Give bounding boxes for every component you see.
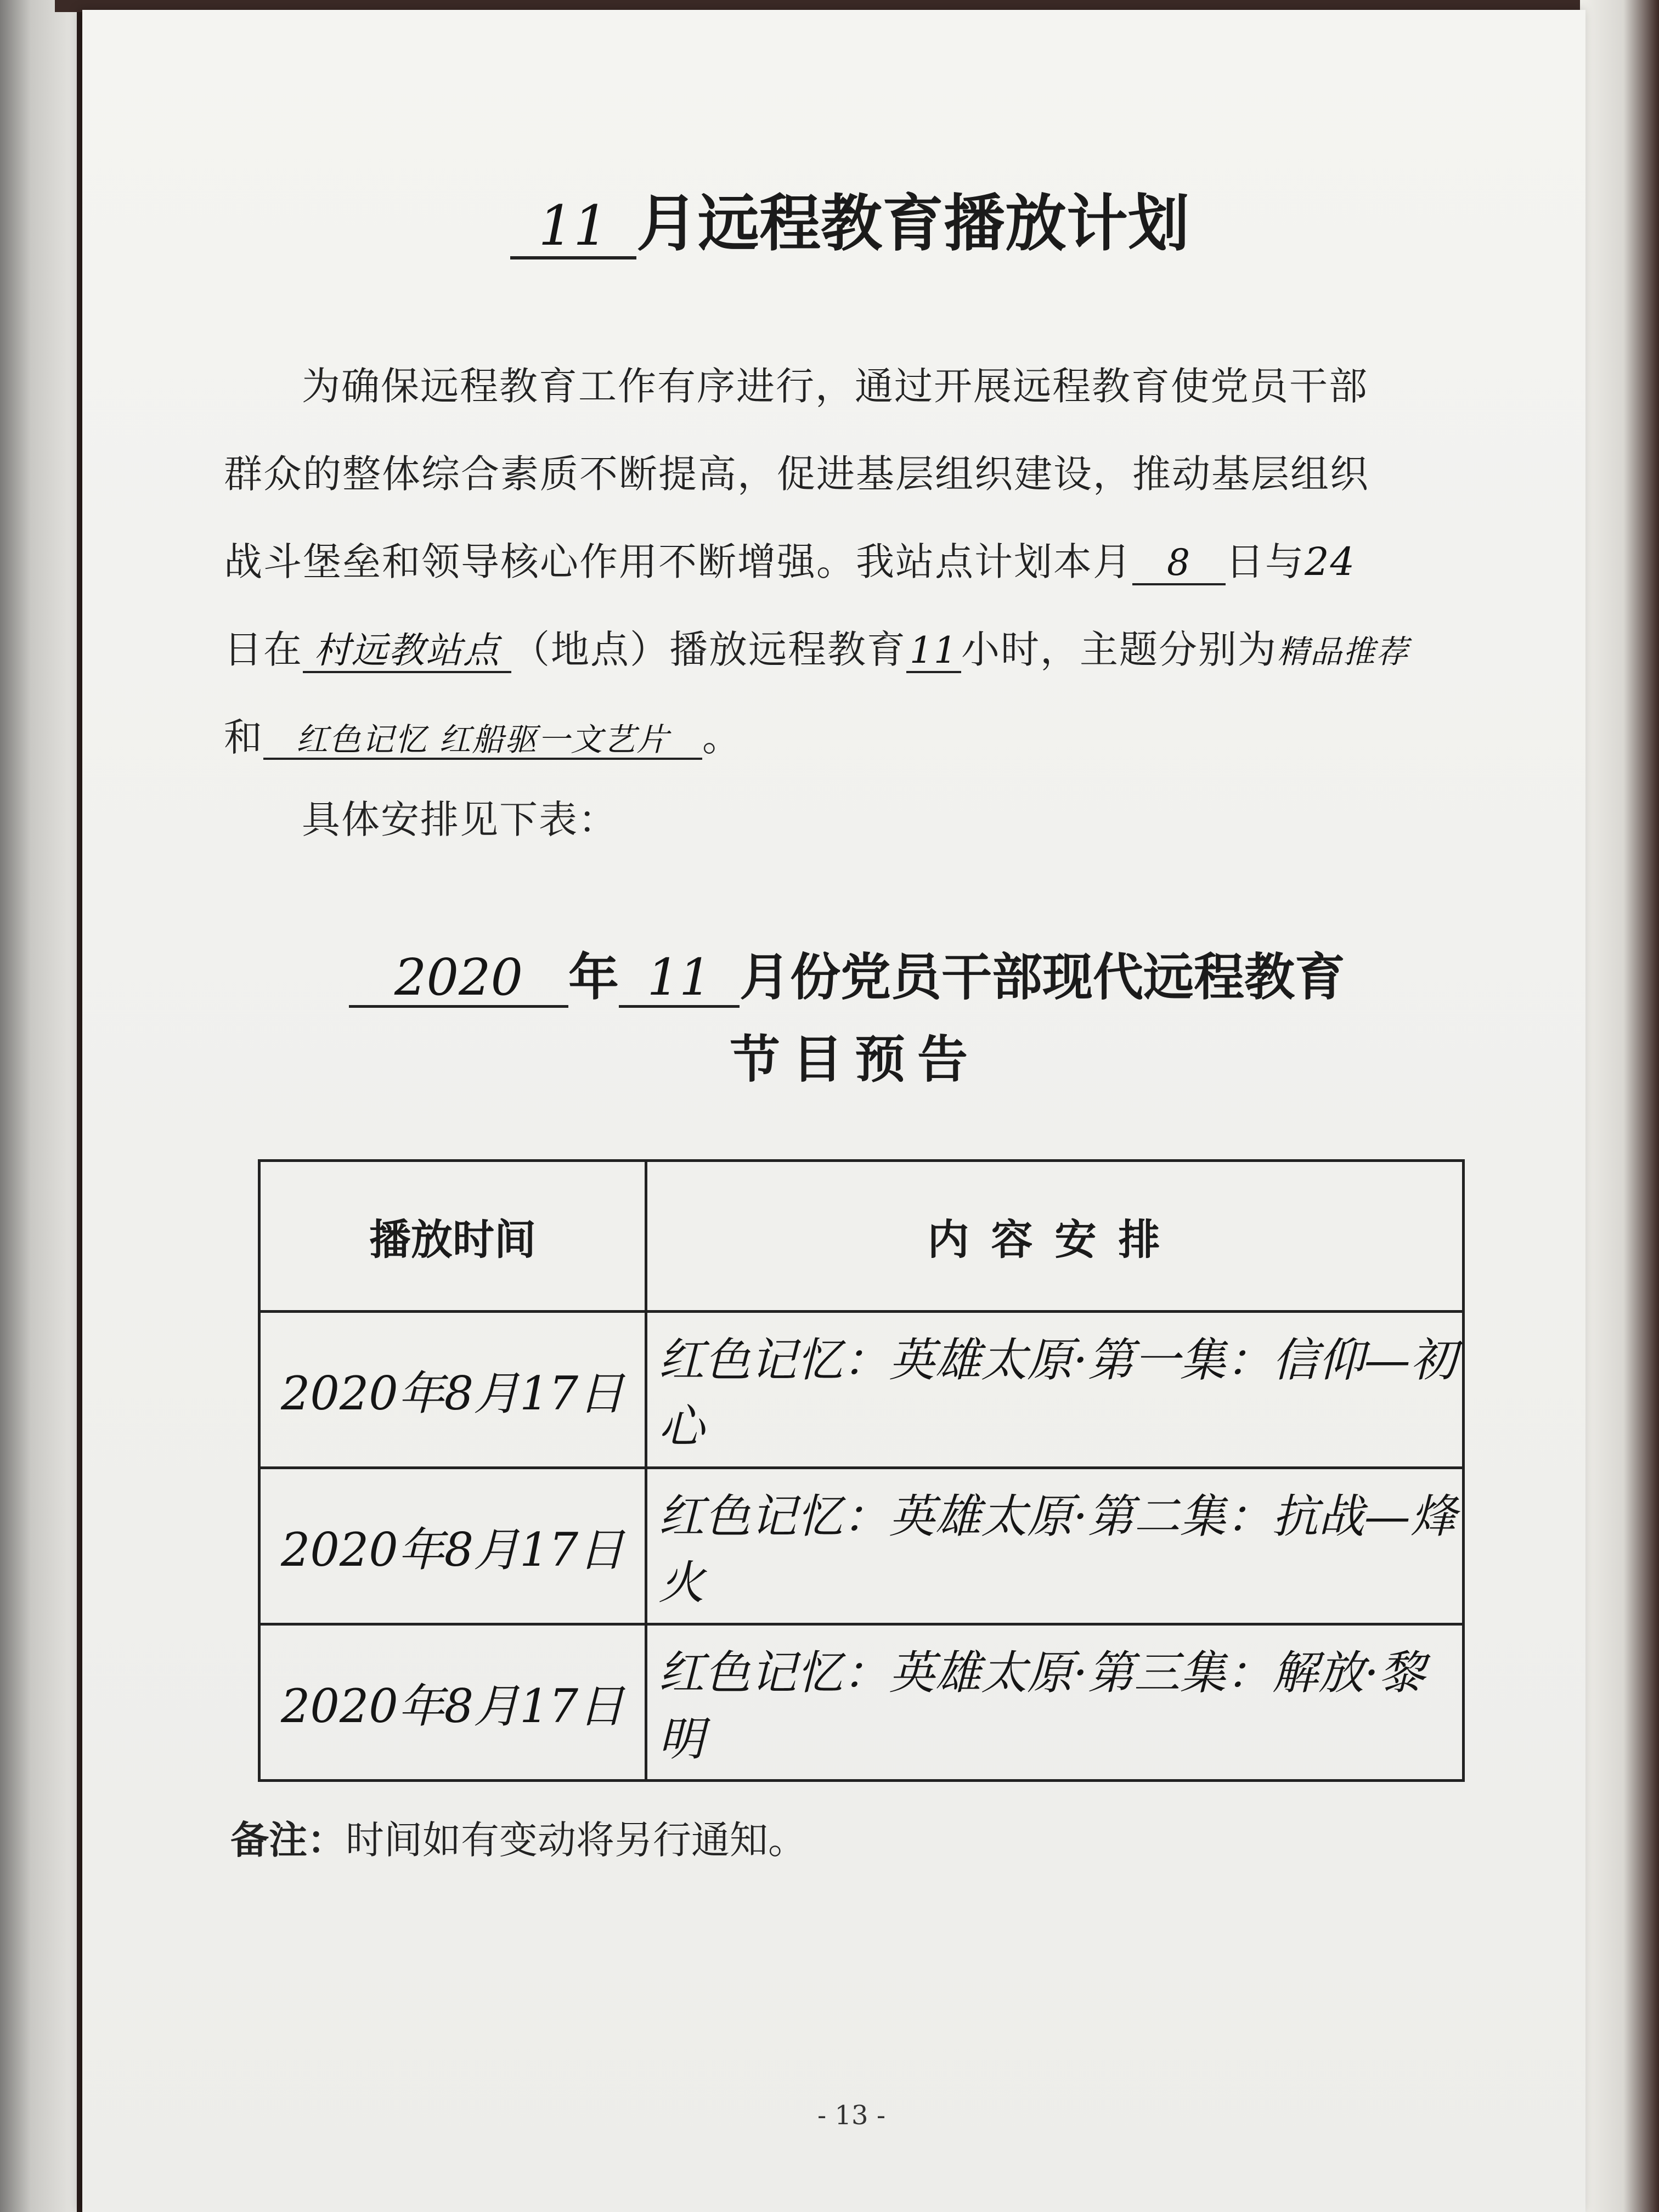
page-title — [510, 174, 1443, 259]
row-content: 红色记忆：英雄太原·第二集：抗战—烽火 — [646, 1468, 1464, 1624]
header-time: 播放时间 — [259, 1161, 646, 1312]
location-blank: 村远教站点 — [303, 631, 511, 673]
table-row — [259, 1312, 1464, 1468]
intro-line-1: 为确保远程教育工作有序进行，通过开展远程教育使党员干部 — [302, 364, 1368, 409]
document-page — [82, 10, 1585, 2212]
page-number: - 13 - — [817, 2100, 886, 2131]
header-content: 内容安排 — [646, 1161, 1464, 1312]
row-time: 2020年8月17日 — [259, 1624, 646, 1781]
intro-line-5: 和 红色记忆 红船驱一文艺片 。 — [224, 715, 742, 760]
footnote-label: 备注： — [230, 1818, 346, 1863]
intro-line-6: 具体安排见下表： — [302, 797, 618, 842]
footnote-text: 时间如有变动将另行通知。 — [346, 1818, 806, 1863]
hours-blank: 11 — [906, 631, 961, 673]
table-header-row — [259, 1161, 1464, 1312]
row-content: 红色记忆：英雄太原·第三集：解放·黎明 — [646, 1624, 1464, 1781]
intro-line-4: 日在 村远教站点 （地点）播放远程教育11小时，主题分别为精品推荐 — [224, 627, 1409, 672]
table-row — [259, 1468, 1464, 1624]
row-time: 2020年8月17日 — [259, 1468, 646, 1624]
schedule-subtitle: 节目预告 — [730, 1030, 980, 1089]
schedule-title: 2020 年 11 月份党员干部现代远程教育 — [349, 937, 1391, 1009]
topic1-value: 精品推荐 — [1277, 633, 1409, 670]
book-spine-shadow — [0, 0, 77, 2212]
row-content: 红色记忆：英雄太原·第一集：信仰—初心 — [646, 1312, 1464, 1468]
footnote — [230, 1809, 806, 1865]
year-blank: 2020 — [349, 950, 568, 1008]
row-time: 2020年8月17日 — [259, 1312, 646, 1468]
schedule-table — [258, 1159, 1465, 1782]
day1-blank: 8 — [1132, 543, 1226, 585]
title-month-blank: 11 — [510, 196, 636, 259]
title-text: 月远程教育播放计划 — [636, 188, 1189, 259]
table-row — [259, 1624, 1464, 1781]
day2-value: 24 — [1305, 539, 1356, 584]
intro-line-3: 战斗堡垒和领导核心作用不断增强。我站点计划本月 8 日与24 — [224, 539, 1356, 584]
page-edge — [1580, 0, 1659, 2212]
topic2-blank: 红色记忆 红船驱一文艺片 — [263, 723, 702, 760]
subtitle-month-blank: 11 — [619, 950, 740, 1008]
intro-line-2: 群众的整体综合素质不断提高，促进基层组织建设，推动基层组织 — [224, 452, 1369, 496]
